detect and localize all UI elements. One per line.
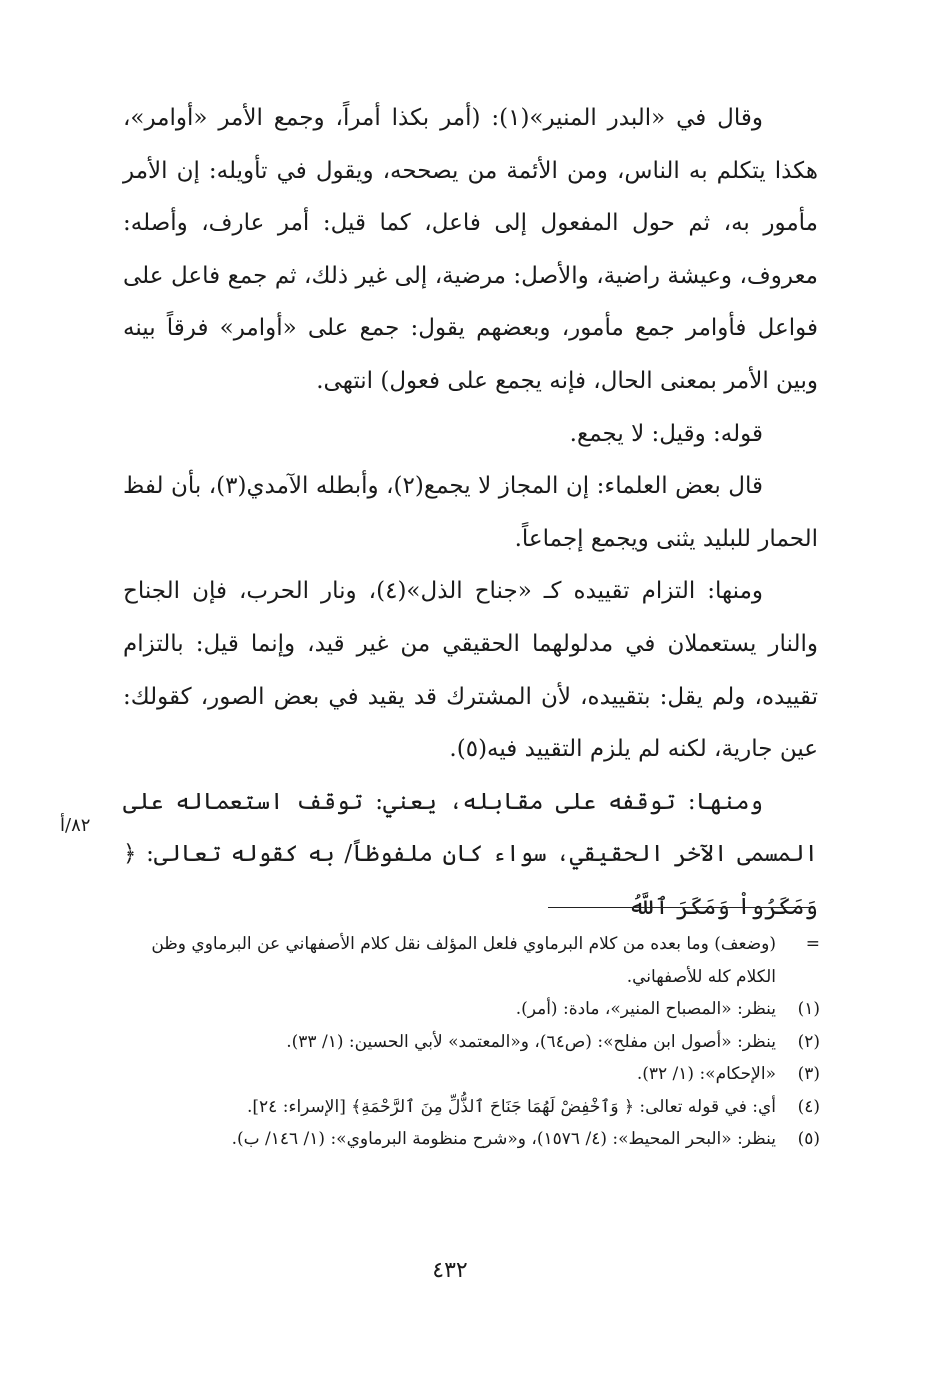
footnote-text: «الإحكام»: (١/ ٣٢). [636,1064,776,1084]
footnote-mark: (٥) [797,1129,820,1149]
manuscript-folio-note: ٨٢/أ [60,815,91,836]
footnote-5 [130,1123,820,1156]
footnote-2 [130,1026,820,1059]
footnote-text: ينظر: «المصباح المنير»، مادة: (أمر). [515,999,776,1019]
footnote-text: أي: في قوله تعالى: ﴿ وَٱخْفِضْ لَهُمَا جَنَاحَ ٱلذُّلِّ مِنَ ٱلرَّحْمَةِ﴾ [الإسراء: ٢٤]. [247,1096,776,1117]
paragraph-tawaqquf: ومنها: توقفه على مقابله، يعني: توقف استعماله على المسمى الآخر الحقيقي، سواء كان ملفوظاً/ به كقوله تعالى: ﴿ وَمَكَرُواْ وَمَكَرَ ٱللَّهُ [123,788,818,920]
footnote-1 [130,993,820,1026]
footnote-3 [130,1058,820,1091]
footnote-text: (وضعف) وما بعده من كلام البرماوي فلعل المؤلف نقل كلام الأصفهاني عن البرماوي وظن الكلام كله للأصفهاني. [151,934,776,987]
footnote-text: ينظر: «أصول ابن مفلح»: (ص٦٤)، و«المعتمد» لأبي الحسين: (١/ ٣٣). [286,1031,776,1052]
footnote-mark: = [805,934,820,954]
footnote-mark: (٢) [797,1031,820,1052]
paragraph-taqyid: ومنها: التزام تقييده كـ «جناح الذل»(٤)، ونار الحرب، فإن الجناح والنار يستعملان في مدلولهما الحقيقي من غير قيد، وإنما قيل: بالتزام تقييده، ولم يقل: بتقييده، لأن المشترك قد يقيد في بعض الصور، كقولك: عين جارية، لكنه لم يلزم التقييد فيه(٥). [123,578,818,763]
footnote-text: ينظر: «البحر المحيط»: (٤/ ١٥٧٦)، و«شرح منظومة البرماوي»: (١/ ١٤٦/ ب). [231,1129,776,1149]
footnote-continued [130,928,820,993]
footnotes [130,928,820,1156]
footnote-separator [548,907,815,908]
footnote-4 [130,1091,820,1124]
footnote-mark: (٣) [797,1064,820,1084]
footnote-mark: (١) [797,999,820,1019]
paragraph-ulama: قال بعض العلماء: إن المجاز لا يجمع(٢)، وأبطله الآمدي(٣)، بأن لفظ الحمار للبليد يثنى ويجمع إجماعاً. [123,473,818,552]
paragraph-qawluh: قوله: وقيل: لا يجمع. [569,420,763,447]
main-text [123,92,818,934]
footnote-mark: (٤) [797,1096,820,1117]
page-number: ٤٣٢ [432,1258,468,1283]
paragraph-badr-munir: وقال في «البدر المنير»(١): (أمر بكذا أمراً، وجمع الأمر «أوامر»، هكذا يتكلم به الناس، ومن الأئمة من يصححه، ويقول في تأويله: إن الأمر مأمور به، ثم حول المفعول إلى فاعل، كما قيل: أمر عارف، وأصله: معروف، وعيشة راضية، والأصل: مرضية، إلى غير ذلك، ثم جمع فاعل على فواعل فأوامر جمع مأمور، وبعضهم يقول: جمع على «أوامر» فرقاً بينه وبين الأمر بمعنى الحال، فإنه يجمع على فعول) انتهى. [123,105,818,394]
